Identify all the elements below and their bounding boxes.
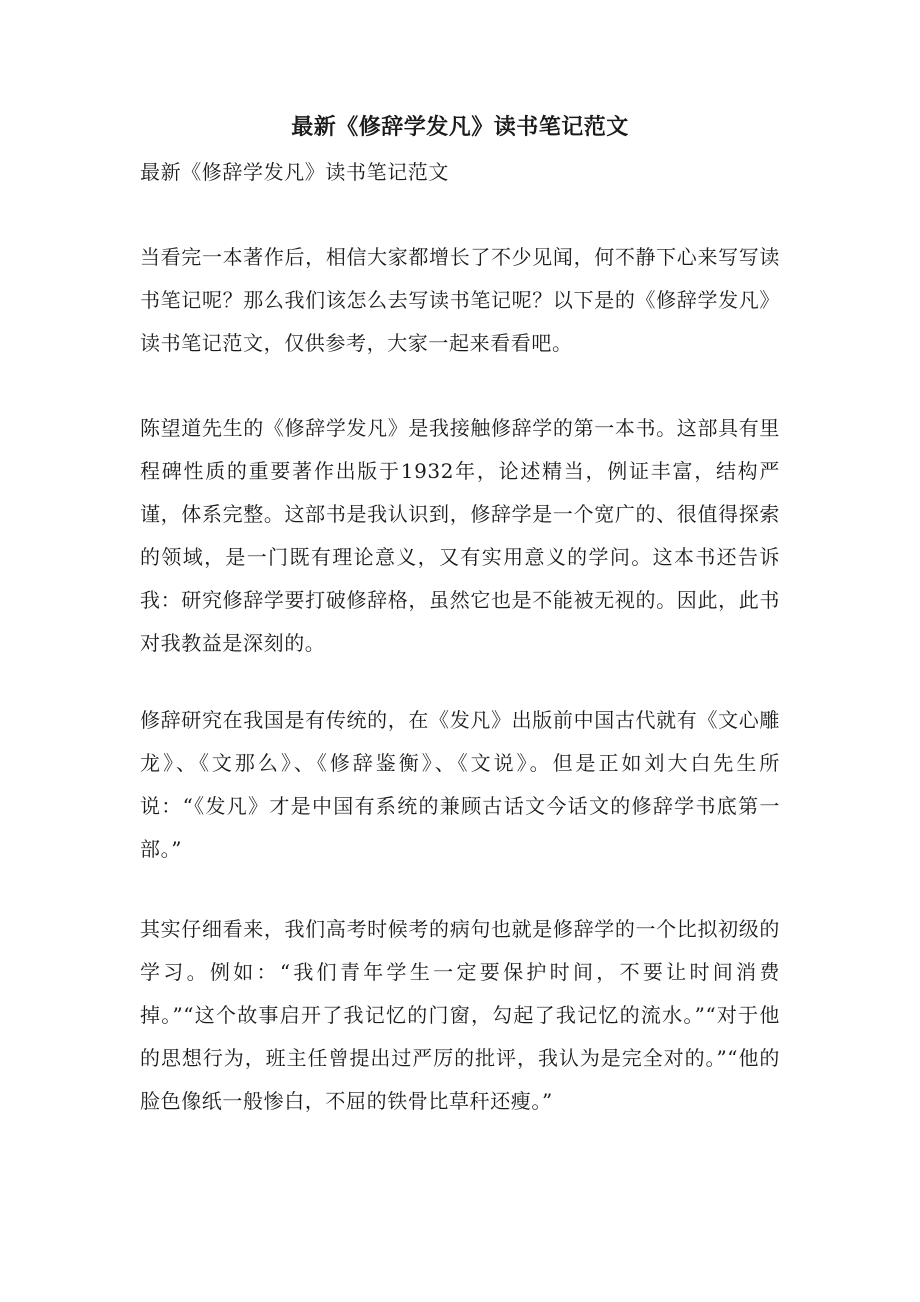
paragraph-text: 其实仔细看来，我们高考时候考的病句也就是修辞学的一个比拟初级的学习。例如：“我们青年学生一定要保护时间，不要让时间消费掉。”“这个故事启开了我记忆的门窗，勾起了我记忆的流水。”“对于他的思想行为，班主任曾提出过严厉的批评，我认为是完全对的。”“他的脸色像纸一般惨白，不屈的铁骨比草秆还瘦。”: [140, 917, 780, 1113]
paragraph-intro: [140, 236, 780, 365]
paragraph-tradition: [140, 699, 780, 871]
document-title: 最新《修辞学发凡》读书笔记范文: [291, 114, 629, 140]
paragraph-text: 陈望道先生的《修辞学发凡》是我接触修辞学的第一本书。这部具有里程碑性质的重要著作出版于1932年，论述精当，例证丰富，结构严谨，体系完整。这部书是我认识到，修辞学是一个宽广的、很值得探索的领域，是一门既有理论意义，又有实用意义的学问。这本书还告诉我：研究修辞学要打破修辞格，虽然它也是不能被无视的。因此，此书对我教益是深刻的。: [140, 416, 780, 655]
paragraph-text: 修辞研究在我国是有传统的，在《发凡》出版前中国古代就有《文心雕龙》、《文那么》、《修辞鉴衡》、《文说》。但是正如刘大白先生所说：“《发凡》才是中国有系统的兼顾古话文今话文的修辞学书底第一部。”: [140, 708, 780, 861]
paragraph-author-book: [140, 407, 780, 665]
paragraph-text: 当看完一本著作后，相信大家都增长了不少见闻，何不静下心来写写读书笔记呢？那么我们该怎么去写读书笔记呢？以下是的《修辞学发凡》读书笔记范文，仅供参考，大家一起来看看吧。: [140, 245, 780, 355]
document-subtitle: 最新《修辞学发凡》读书笔记范文: [140, 160, 449, 184]
paragraph-examples: [140, 908, 780, 1123]
